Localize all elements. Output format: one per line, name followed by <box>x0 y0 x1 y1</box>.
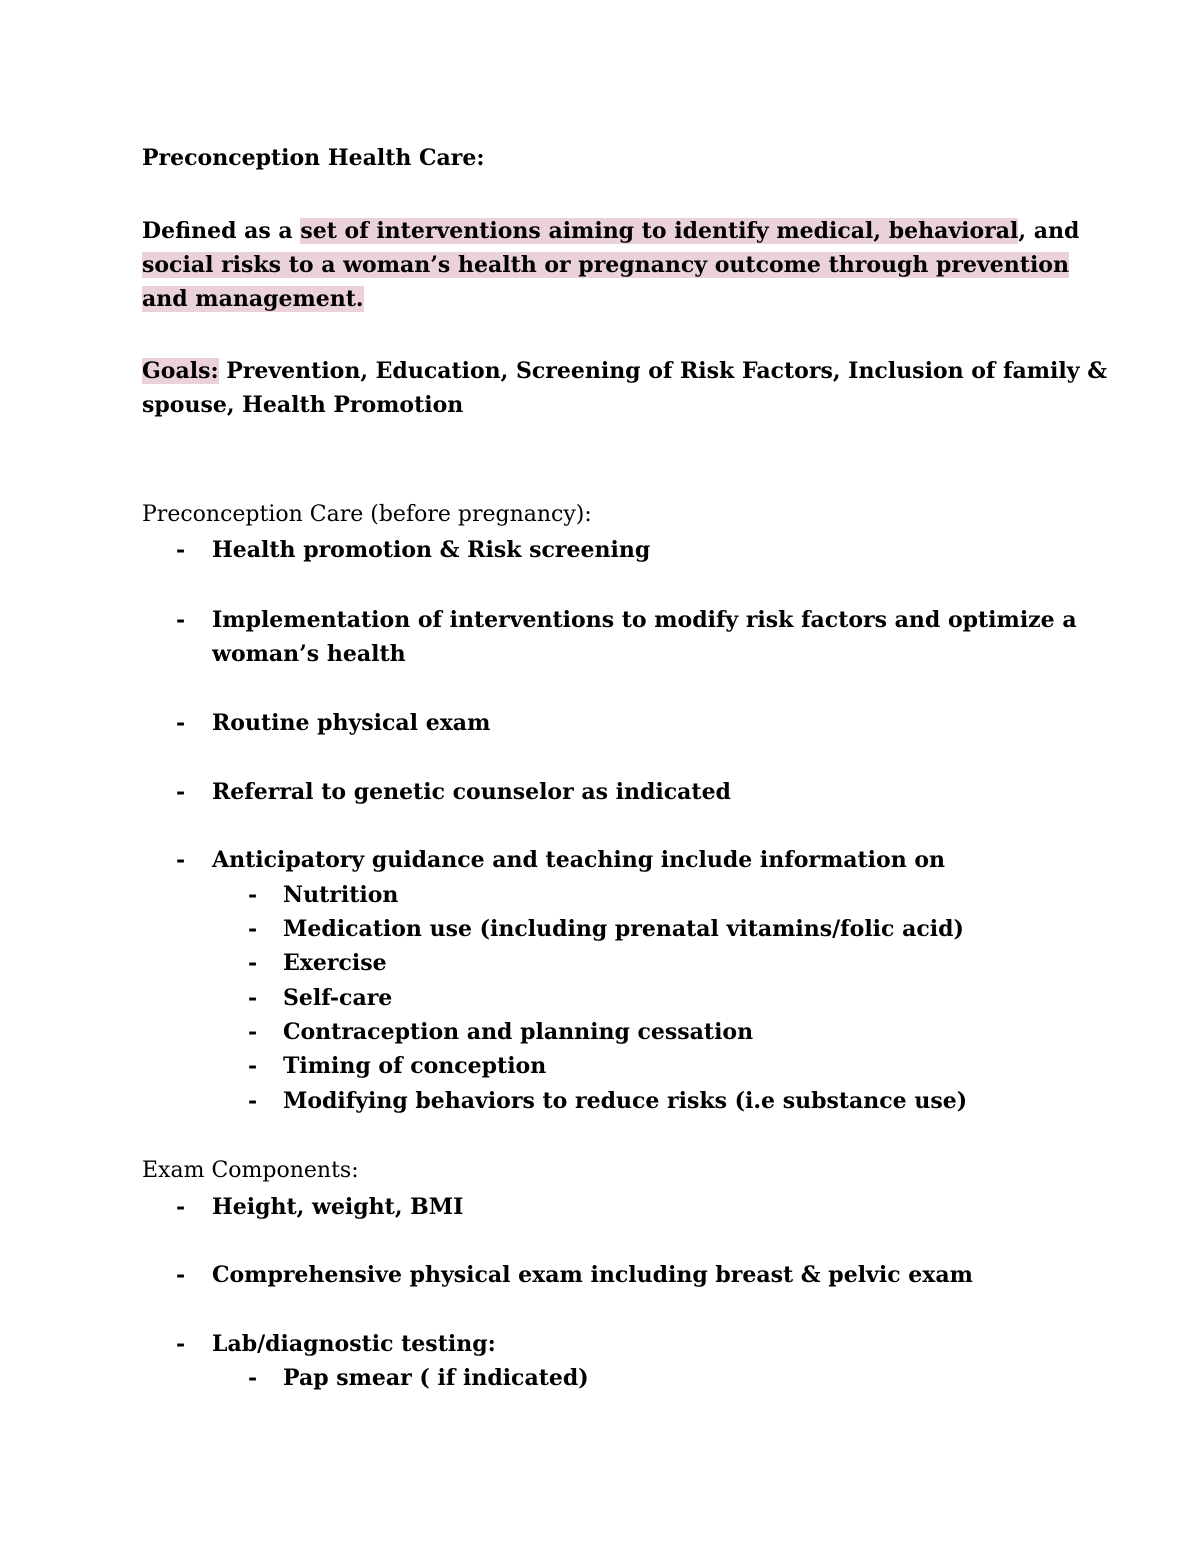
exam-subitem: Pap smear ( if indicated) <box>283 1365 589 1391</box>
care-item: Anticipatory guidance and teaching include information on <box>212 847 946 873</box>
care-subitem: Nutrition <box>283 882 399 908</box>
sub-bullet-dash: - <box>248 1088 258 1114</box>
bullet-dash: - <box>176 607 186 633</box>
exam-item: Comprehensive physical exam including breast & pelvic exam <box>212 1262 973 1288</box>
definition-highlight-3: and management. <box>142 286 364 312</box>
bullet-dash: - <box>176 1331 186 1357</box>
sub-bullet-dash: - <box>248 1019 258 1045</box>
care-subitem: Self-care <box>283 985 393 1011</box>
bullet-dash: - <box>176 710 186 736</box>
care-subitem: Medication use (including prenatal vitamins/folic acid) <box>283 916 964 942</box>
bullet-dash: - <box>176 1262 186 1288</box>
care-item: Health promotion & Risk screening <box>212 537 651 563</box>
care-subitem: Timing of conception <box>283 1053 547 1079</box>
care-item: Implementation of interventions to modify risk factors and optimize a <box>212 607 1077 633</box>
care-item-continuation: woman’s health <box>212 641 406 667</box>
page-title: Preconception Health Care: <box>142 145 485 171</box>
sub-bullet-dash: - <box>248 950 258 976</box>
care-item: Routine physical exam <box>212 710 491 736</box>
definition-mid: , and <box>1018 218 1080 244</box>
sub-bullet-dash: - <box>248 1365 258 1391</box>
goals-text: Prevention, Education, Screening of Risk Factors, Inclusion of family & <box>218 358 1108 384</box>
definition-highlight: set of interventions aiming to identify medical, behavioral <box>300 218 1019 244</box>
exam-item: Lab/diagnostic testing: <box>212 1331 496 1357</box>
care-heading: Preconception Care (before pregnancy): <box>142 502 592 527</box>
sub-bullet-dash: - <box>248 882 258 908</box>
goals-line-2: spouse, Health Promotion <box>142 392 464 418</box>
bullet-dash: - <box>176 1194 186 1220</box>
sub-bullet-dash: - <box>248 985 258 1011</box>
care-subitem: Contraception and planning cessation <box>283 1019 754 1045</box>
care-item: Referral to genetic counselor as indicated <box>212 779 731 805</box>
definition-line-3 <box>142 284 364 314</box>
definition-prefix: Defined as a <box>142 218 301 244</box>
sub-bullet-dash: - <box>248 916 258 942</box>
bullet-dash: - <box>176 779 186 805</box>
definition-line-1 <box>142 216 1079 246</box>
goals-label: Goals: <box>142 358 219 384</box>
care-subitem: Modifying behaviors to reduce risks (i.e substance use) <box>283 1088 968 1114</box>
sub-bullet-dash: - <box>248 1053 258 1079</box>
definition-line-2 <box>142 250 1069 280</box>
goals-line-1 <box>142 356 1107 386</box>
bullet-dash: - <box>176 537 186 563</box>
definition-highlight-2: social risks to a woman’s health or pregnancy outcome through prevention <box>142 252 1069 278</box>
bullet-dash: - <box>176 847 186 873</box>
exam-item: Height, weight, BMI <box>212 1194 464 1220</box>
exam-heading: Exam Components: <box>142 1158 359 1183</box>
care-subitem: Exercise <box>283 950 387 976</box>
